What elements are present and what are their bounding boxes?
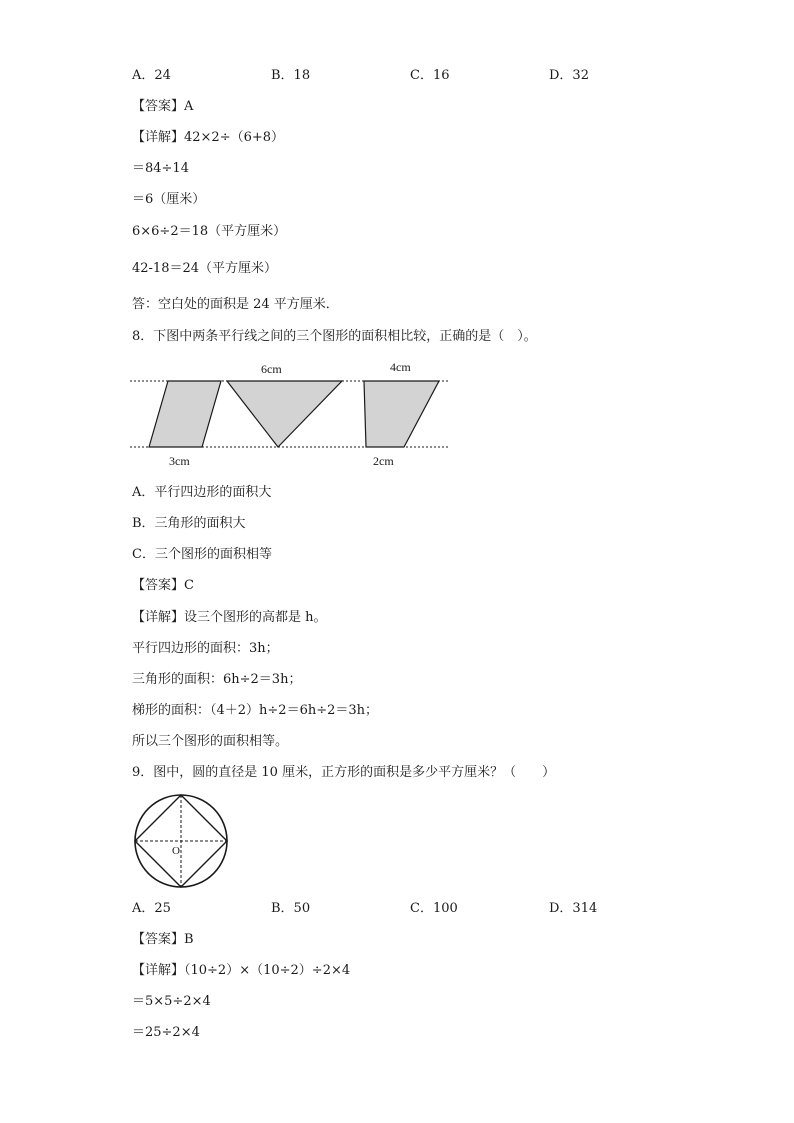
q7-option-a: A．24 — [132, 68, 171, 83]
q9-option-a: A．25 — [132, 901, 171, 916]
label-2cm: 2cm — [373, 454, 394, 468]
q8-step-2: 平行四边形的面积：3h； — [132, 641, 279, 656]
trapezoid-shape — [364, 381, 439, 447]
q8-option-a: A．平行四边形的面积大 — [132, 485, 272, 500]
q8-step-4: 梯形的面积：（4＋2）h÷2＝6h÷2＝3h； — [132, 703, 379, 718]
q8-step-1: 【详解】设三个图形的高都是 h。 — [132, 610, 327, 625]
triangle-shape — [227, 381, 342, 447]
label-6cm: 6cm — [261, 362, 282, 376]
q7-option-b: B．18 — [271, 68, 311, 83]
q9-question: 9．图中，圆的直径是 10 厘米，正方形的面积是多少平方厘米？（ ） — [132, 765, 556, 780]
q9-option-d: D．314 — [549, 901, 598, 916]
q7-step-3: ＝6（厘米） — [132, 192, 206, 207]
q7-step-2: ＝84÷14 — [132, 161, 189, 176]
q9-option-b: B．50 — [271, 901, 311, 916]
parallelogram-shape — [149, 381, 221, 447]
q7-option-c: C．16 — [410, 68, 450, 83]
label-4cm: 4cm — [390, 360, 411, 374]
label-3cm: 3cm — [169, 454, 190, 468]
q7-step-4: 6×6÷2＝18（平方厘米） — [132, 224, 287, 239]
q8-question: 8．下图中两条平行线之间的三个图形的面积相比较，正确的是（ ）。 — [132, 329, 537, 344]
q8-option-c: C．三个图形的面积相等 — [132, 547, 272, 562]
q7-step-1: 【详解】42×2÷（6+8） — [132, 130, 285, 145]
q9-step-3: ＝25÷2×4 — [132, 1025, 200, 1040]
q7-conclusion: 答：空白处的面积是 24 平方厘米． — [132, 297, 339, 312]
q7-option-d: D．32 — [549, 68, 589, 83]
q9-figure — [132, 794, 232, 890]
q9-step-2: ＝5×5÷2×4 — [132, 994, 211, 1009]
q9-answer: 【答案】B — [132, 932, 194, 947]
q8-answer: 【答案】C — [132, 578, 194, 593]
q8-option-b: B．三角形的面积大 — [132, 516, 246, 531]
q7-step-5: 42-18＝24（平方厘米） — [132, 261, 278, 276]
q8-step-3: 三角形的面积：6h÷2＝3h； — [132, 672, 302, 687]
q8-figure — [128, 356, 458, 474]
q9-option-c: C．100 — [410, 901, 458, 916]
q8-step-5: 所以三个图形的面积相等。 — [132, 734, 289, 749]
q9-step-1: 【详解】（10÷2）×（10÷2）÷2×4 — [132, 963, 351, 978]
center-label-o: O — [172, 845, 180, 857]
q7-answer: 【答案】A — [132, 99, 194, 114]
